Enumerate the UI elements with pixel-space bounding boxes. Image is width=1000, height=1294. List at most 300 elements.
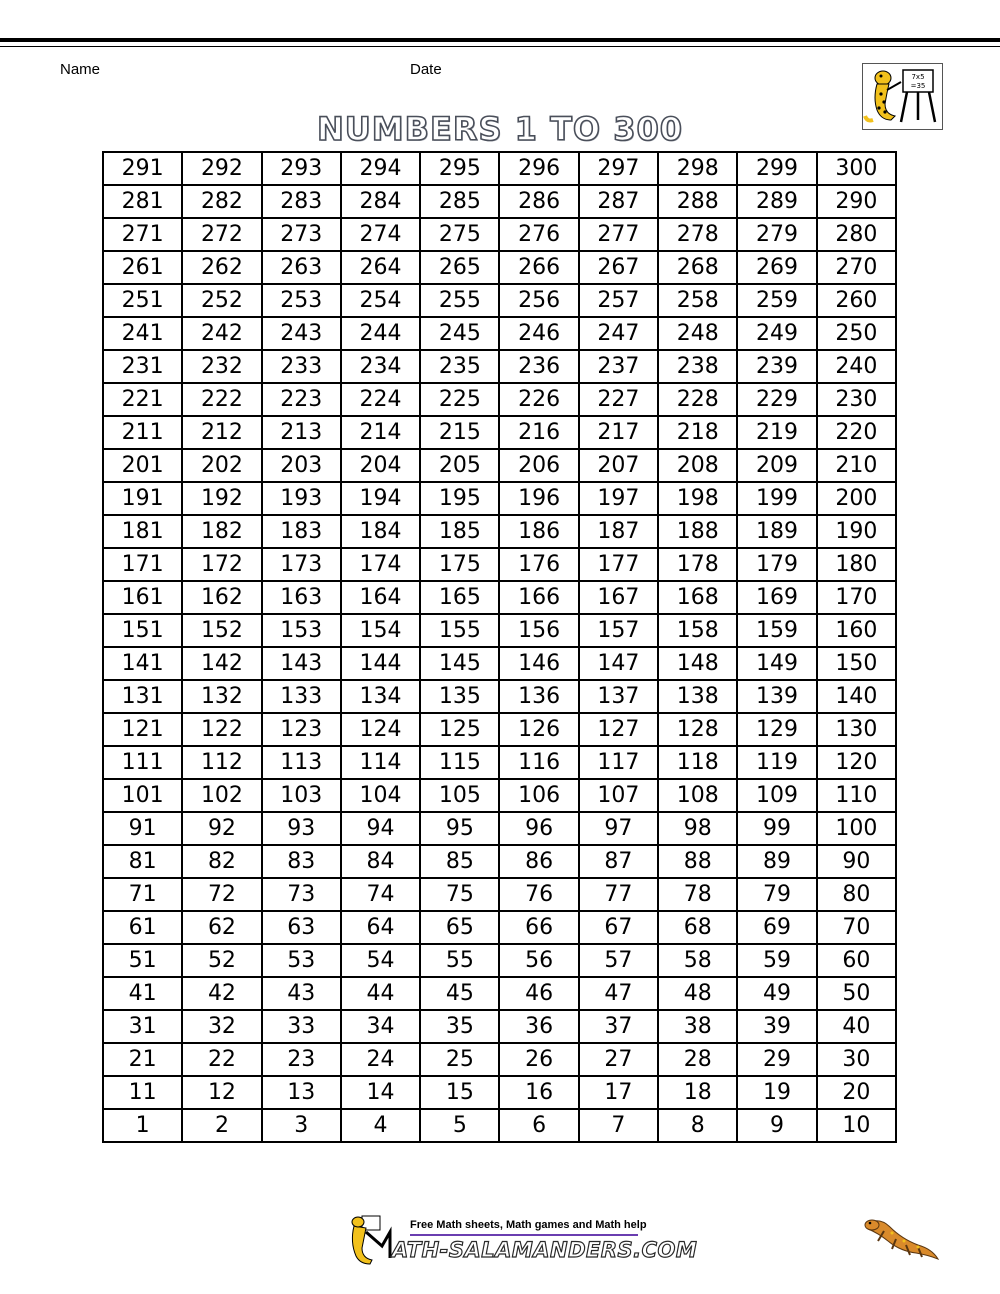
grid-cell: 9 <box>737 1109 816 1142</box>
grid-cell: 224 <box>341 383 420 416</box>
grid-cell: 135 <box>420 680 499 713</box>
grid-cell: 16 <box>499 1076 578 1109</box>
grid-cell: 95 <box>420 812 499 845</box>
grid-row <box>103 449 896 482</box>
grid-cell: 182 <box>182 515 261 548</box>
grid-cell: 10 <box>817 1109 896 1142</box>
grid-row <box>103 1076 896 1109</box>
grid-cell: 252 <box>182 284 261 317</box>
grid-cell: 85 <box>420 845 499 878</box>
grid-cell: 53 <box>262 944 341 977</box>
grid-cell: 80 <box>817 878 896 911</box>
grid-cell: 173 <box>262 548 341 581</box>
grid-cell: 280 <box>817 218 896 251</box>
grid-cell: 73 <box>262 878 341 911</box>
grid-cell: 54 <box>341 944 420 977</box>
grid-cell: 242 <box>182 317 261 350</box>
grid-cell: 62 <box>182 911 261 944</box>
grid-row <box>103 581 896 614</box>
grid-cell: 167 <box>579 581 658 614</box>
grid-cell: 231 <box>103 350 182 383</box>
grid-cell: 239 <box>737 350 816 383</box>
grid-cell: 17 <box>579 1076 658 1109</box>
grid-cell: 210 <box>817 449 896 482</box>
grid-cell: 267 <box>579 251 658 284</box>
grid-cell: 151 <box>103 614 182 647</box>
grid-cell: 176 <box>499 548 578 581</box>
grid-cell: 292 <box>182 152 261 185</box>
grid-cell: 162 <box>182 581 261 614</box>
grid-cell: 270 <box>817 251 896 284</box>
grid-cell: 164 <box>341 581 420 614</box>
grid-cell: 179 <box>737 548 816 581</box>
grid-cell: 188 <box>658 515 737 548</box>
grid-cell: 187 <box>579 515 658 548</box>
grid-cell: 124 <box>341 713 420 746</box>
grid-cell: 300 <box>817 152 896 185</box>
grid-row <box>103 383 896 416</box>
grid-cell: 245 <box>420 317 499 350</box>
grid-cell: 251 <box>103 284 182 317</box>
grid-cell: 102 <box>182 779 261 812</box>
grid-cell: 272 <box>182 218 261 251</box>
grid-cell: 136 <box>499 680 578 713</box>
grid-cell: 26 <box>499 1043 578 1076</box>
grid-cell: 111 <box>103 746 182 779</box>
footer-site-name: ATH-SALAMANDERS.COM <box>392 1238 698 1262</box>
grid-cell: 1 <box>103 1109 182 1142</box>
grid-cell: 160 <box>817 614 896 647</box>
grid-row <box>103 977 896 1010</box>
grid-cell: 82 <box>182 845 261 878</box>
grid-cell: 97 <box>579 812 658 845</box>
grid-cell: 114 <box>341 746 420 779</box>
grid-cell: 222 <box>182 383 261 416</box>
grid-cell: 57 <box>579 944 658 977</box>
grid-cell: 168 <box>658 581 737 614</box>
grid-cell: 238 <box>658 350 737 383</box>
grid-cell: 30 <box>817 1043 896 1076</box>
grid-row <box>103 878 896 911</box>
grid-row <box>103 911 896 944</box>
grid-cell: 207 <box>579 449 658 482</box>
grid-cell: 130 <box>817 713 896 746</box>
grid-cell: 55 <box>420 944 499 977</box>
grid-cell: 72 <box>182 878 261 911</box>
grid-cell: 217 <box>579 416 658 449</box>
grid-cell: 193 <box>262 482 341 515</box>
grid-row <box>103 152 896 185</box>
grid-cell: 249 <box>737 317 816 350</box>
grid-cell: 192 <box>182 482 261 515</box>
grid-cell: 35 <box>420 1010 499 1043</box>
grid-cell: 134 <box>341 680 420 713</box>
grid-cell: 3 <box>262 1109 341 1142</box>
grid-cell: 127 <box>579 713 658 746</box>
grid-cell: 291 <box>103 152 182 185</box>
grid-cell: 94 <box>341 812 420 845</box>
grid-cell: 257 <box>579 284 658 317</box>
grid-cell: 91 <box>103 812 182 845</box>
grid-cell: 195 <box>420 482 499 515</box>
grid-cell: 197 <box>579 482 658 515</box>
grid-cell: 163 <box>262 581 341 614</box>
grid-cell: 90 <box>817 845 896 878</box>
grid-cell: 128 <box>658 713 737 746</box>
grid-cell: 153 <box>262 614 341 647</box>
grid-cell: 7 <box>579 1109 658 1142</box>
grid-row <box>103 845 896 878</box>
grid-cell: 209 <box>737 449 816 482</box>
grid-cell: 279 <box>737 218 816 251</box>
grid-row <box>103 515 896 548</box>
grid-cell: 74 <box>341 878 420 911</box>
grid-cell: 52 <box>182 944 261 977</box>
grid-cell: 122 <box>182 713 261 746</box>
grid-cell: 137 <box>579 680 658 713</box>
grid-cell: 125 <box>420 713 499 746</box>
grid-cell: 81 <box>103 845 182 878</box>
grid-cell: 297 <box>579 152 658 185</box>
grid-cell: 248 <box>658 317 737 350</box>
grid-cell: 290 <box>817 185 896 218</box>
grid-cell: 155 <box>420 614 499 647</box>
grid-cell: 138 <box>658 680 737 713</box>
grid-cell: 132 <box>182 680 261 713</box>
grid-cell: 6 <box>499 1109 578 1142</box>
grid-cell: 215 <box>420 416 499 449</box>
grid-row <box>103 284 896 317</box>
grid-cell: 67 <box>579 911 658 944</box>
grid-cell: 99 <box>737 812 816 845</box>
grid-cell: 110 <box>817 779 896 812</box>
grid-cell: 296 <box>499 152 578 185</box>
grid-cell: 69 <box>737 911 816 944</box>
grid-cell: 36 <box>499 1010 578 1043</box>
grid-cell: 273 <box>262 218 341 251</box>
grid-cell: 129 <box>737 713 816 746</box>
grid-cell: 236 <box>499 350 578 383</box>
grid-row <box>103 812 896 845</box>
grid-cell: 157 <box>579 614 658 647</box>
grid-cell: 131 <box>103 680 182 713</box>
grid-cell: 104 <box>341 779 420 812</box>
grid-cell: 119 <box>737 746 816 779</box>
grid-cell: 86 <box>499 845 578 878</box>
grid-cell: 263 <box>262 251 341 284</box>
grid-cell: 282 <box>182 185 261 218</box>
grid-cell: 255 <box>420 284 499 317</box>
grid-cell: 175 <box>420 548 499 581</box>
grid-row <box>103 779 896 812</box>
grid-row <box>103 1043 896 1076</box>
top-rule-thick <box>0 38 1000 42</box>
grid-cell: 100 <box>817 812 896 845</box>
grid-row <box>103 1010 896 1043</box>
grid-row <box>103 548 896 581</box>
grid-cell: 44 <box>341 977 420 1010</box>
grid-cell: 50 <box>817 977 896 1010</box>
grid-cell: 120 <box>817 746 896 779</box>
grid-row <box>103 251 896 284</box>
grid-cell: 28 <box>658 1043 737 1076</box>
grid-cell: 123 <box>262 713 341 746</box>
grid-cell: 8 <box>658 1109 737 1142</box>
grid-cell: 158 <box>658 614 737 647</box>
grid-cell: 229 <box>737 383 816 416</box>
grid-cell: 223 <box>262 383 341 416</box>
footer-tagline: Free Math sheets, Math games and Math help <box>410 1219 647 1231</box>
grid-cell: 65 <box>420 911 499 944</box>
grid-cell: 177 <box>579 548 658 581</box>
grid-cell: 241 <box>103 317 182 350</box>
grid-cell: 250 <box>817 317 896 350</box>
grid-cell: 71 <box>103 878 182 911</box>
grid-cell: 43 <box>262 977 341 1010</box>
grid-cell: 92 <box>182 812 261 845</box>
grid-cell: 142 <box>182 647 261 680</box>
grid-cell: 156 <box>499 614 578 647</box>
grid-cell: 63 <box>262 911 341 944</box>
grid-cell: 258 <box>658 284 737 317</box>
grid-row <box>103 713 896 746</box>
grid-cell: 101 <box>103 779 182 812</box>
grid-cell: 20 <box>817 1076 896 1109</box>
grid-cell: 181 <box>103 515 182 548</box>
grid-cell: 48 <box>658 977 737 1010</box>
grid-cell: 139 <box>737 680 816 713</box>
grid-cell: 4 <box>341 1109 420 1142</box>
grid-row <box>103 416 896 449</box>
grid-row <box>103 614 896 647</box>
grid-cell: 274 <box>341 218 420 251</box>
grid-cell: 29 <box>737 1043 816 1076</box>
grid-cell: 84 <box>341 845 420 878</box>
grid-cell: 284 <box>341 185 420 218</box>
grid-cell: 14 <box>341 1076 420 1109</box>
grid-cell: 147 <box>579 647 658 680</box>
grid-cell: 5 <box>420 1109 499 1142</box>
grid-cell: 260 <box>817 284 896 317</box>
grid-cell: 112 <box>182 746 261 779</box>
grid-cell: 87 <box>579 845 658 878</box>
grid-cell: 220 <box>817 416 896 449</box>
grid-cell: 227 <box>579 383 658 416</box>
grid-cell: 172 <box>182 548 261 581</box>
grid-cell: 196 <box>499 482 578 515</box>
grid-cell: 289 <box>737 185 816 218</box>
top-rule-thin <box>0 46 1000 47</box>
grid-row <box>103 1109 896 1142</box>
grid-cell: 233 <box>262 350 341 383</box>
grid-cell: 93 <box>262 812 341 845</box>
grid-cell: 256 <box>499 284 578 317</box>
grid-cell: 261 <box>103 251 182 284</box>
grid-cell: 191 <box>103 482 182 515</box>
grid-cell: 235 <box>420 350 499 383</box>
grid-cell: 117 <box>579 746 658 779</box>
grid-cell: 184 <box>341 515 420 548</box>
grid-cell: 19 <box>737 1076 816 1109</box>
grid-cell: 253 <box>262 284 341 317</box>
grid-cell: 21 <box>103 1043 182 1076</box>
grid-cell: 266 <box>499 251 578 284</box>
grid-cell: 56 <box>499 944 578 977</box>
grid-cell: 281 <box>103 185 182 218</box>
grid-cell: 234 <box>341 350 420 383</box>
grid-cell: 70 <box>817 911 896 944</box>
grid-cell: 201 <box>103 449 182 482</box>
grid-cell: 298 <box>658 152 737 185</box>
grid-cell: 211 <box>103 416 182 449</box>
grid-row <box>103 680 896 713</box>
grid-cell: 259 <box>737 284 816 317</box>
grid-cell: 199 <box>737 482 816 515</box>
grid-cell: 243 <box>262 317 341 350</box>
footer-divider <box>410 1234 638 1236</box>
grid-cell: 166 <box>499 581 578 614</box>
grid-cell: 103 <box>262 779 341 812</box>
grid-cell: 150 <box>817 647 896 680</box>
grid-cell: 2 <box>182 1109 261 1142</box>
grid-cell: 246 <box>499 317 578 350</box>
grid-cell: 285 <box>420 185 499 218</box>
grid-cell: 232 <box>182 350 261 383</box>
salamander-mascot-icon <box>862 1213 942 1265</box>
grid-cell: 15 <box>420 1076 499 1109</box>
grid-cell: 194 <box>341 482 420 515</box>
grid-cell: 170 <box>817 581 896 614</box>
grid-cell: 39 <box>737 1010 816 1043</box>
grid-cell: 212 <box>182 416 261 449</box>
grid-cell: 219 <box>737 416 816 449</box>
grid-cell: 204 <box>341 449 420 482</box>
grid-cell: 254 <box>341 284 420 317</box>
grid-cell: 60 <box>817 944 896 977</box>
grid-cell: 240 <box>817 350 896 383</box>
grid-cell: 276 <box>499 218 578 251</box>
grid-cell: 149 <box>737 647 816 680</box>
grid-cell: 244 <box>341 317 420 350</box>
grid-cell: 66 <box>499 911 578 944</box>
grid-cell: 61 <box>103 911 182 944</box>
date-label: Date <box>410 61 442 78</box>
name-label: Name <box>60 61 101 78</box>
grid-cell: 49 <box>737 977 816 1010</box>
grid-cell: 116 <box>499 746 578 779</box>
grid-cell: 98 <box>658 812 737 845</box>
grid-cell: 180 <box>817 548 896 581</box>
grid-cell: 275 <box>420 218 499 251</box>
grid-cell: 186 <box>499 515 578 548</box>
grid-row <box>103 185 896 218</box>
grid-cell: 268 <box>658 251 737 284</box>
grid-cell: 237 <box>579 350 658 383</box>
grid-cell: 146 <box>499 647 578 680</box>
grid-cell: 64 <box>341 911 420 944</box>
grid-row <box>103 218 896 251</box>
grid-cell: 126 <box>499 713 578 746</box>
grid-cell: 31 <box>103 1010 182 1043</box>
grid-cell: 269 <box>737 251 816 284</box>
grid-cell: 32 <box>182 1010 261 1043</box>
grid-cell: 118 <box>658 746 737 779</box>
grid-cell: 174 <box>341 548 420 581</box>
grid-cell: 165 <box>420 581 499 614</box>
grid-cell: 206 <box>499 449 578 482</box>
grid-cell: 47 <box>579 977 658 1010</box>
grid-cell: 171 <box>103 548 182 581</box>
grid-cell: 22 <box>182 1043 261 1076</box>
grid-cell: 105 <box>420 779 499 812</box>
grid-cell: 265 <box>420 251 499 284</box>
grid-cell: 161 <box>103 581 182 614</box>
grid-cell: 262 <box>182 251 261 284</box>
grid-cell: 288 <box>658 185 737 218</box>
grid-row <box>103 482 896 515</box>
grid-cell: 51 <box>103 944 182 977</box>
grid-cell: 37 <box>579 1010 658 1043</box>
grid-cell: 13 <box>262 1076 341 1109</box>
grid-cell: 277 <box>579 218 658 251</box>
grid-cell: 190 <box>817 515 896 548</box>
grid-cell: 75 <box>420 878 499 911</box>
grid-cell: 109 <box>737 779 816 812</box>
grid-cell: 83 <box>262 845 341 878</box>
grid-cell: 283 <box>262 185 341 218</box>
grid-cell: 221 <box>103 383 182 416</box>
grid-cell: 213 <box>262 416 341 449</box>
grid-cell: 218 <box>658 416 737 449</box>
grid-cell: 107 <box>579 779 658 812</box>
grid-cell: 247 <box>579 317 658 350</box>
grid-cell: 141 <box>103 647 182 680</box>
grid-cell: 294 <box>341 152 420 185</box>
grid-cell: 202 <box>182 449 261 482</box>
grid-cell: 46 <box>499 977 578 1010</box>
grid-cell: 293 <box>262 152 341 185</box>
grid-cell: 225 <box>420 383 499 416</box>
grid-cell: 40 <box>817 1010 896 1043</box>
grid-cell: 41 <box>103 977 182 1010</box>
grid-cell: 169 <box>737 581 816 614</box>
grid-cell: 76 <box>499 878 578 911</box>
grid-cell: 152 <box>182 614 261 647</box>
grid-cell: 295 <box>420 152 499 185</box>
grid-cell: 38 <box>658 1010 737 1043</box>
grid-cell: 11 <box>103 1076 182 1109</box>
grid-cell: 18 <box>658 1076 737 1109</box>
grid-cell: 25 <box>420 1043 499 1076</box>
grid-cell: 230 <box>817 383 896 416</box>
grid-cell: 113 <box>262 746 341 779</box>
grid-cell: 185 <box>420 515 499 548</box>
grid-cell: 178 <box>658 548 737 581</box>
grid-cell: 271 <box>103 218 182 251</box>
grid-cell: 299 <box>737 152 816 185</box>
grid-cell: 24 <box>341 1043 420 1076</box>
page-title: NUMBERS 1 TO 300 <box>316 110 684 148</box>
grid-cell: 228 <box>658 383 737 416</box>
grid-cell: 89 <box>737 845 816 878</box>
grid-cell: 133 <box>262 680 341 713</box>
grid-cell: 34 <box>341 1010 420 1043</box>
grid-cell: 77 <box>579 878 658 911</box>
grid-cell: 88 <box>658 845 737 878</box>
grid-cell: 145 <box>420 647 499 680</box>
grid-cell: 68 <box>658 911 737 944</box>
grid-cell: 287 <box>579 185 658 218</box>
